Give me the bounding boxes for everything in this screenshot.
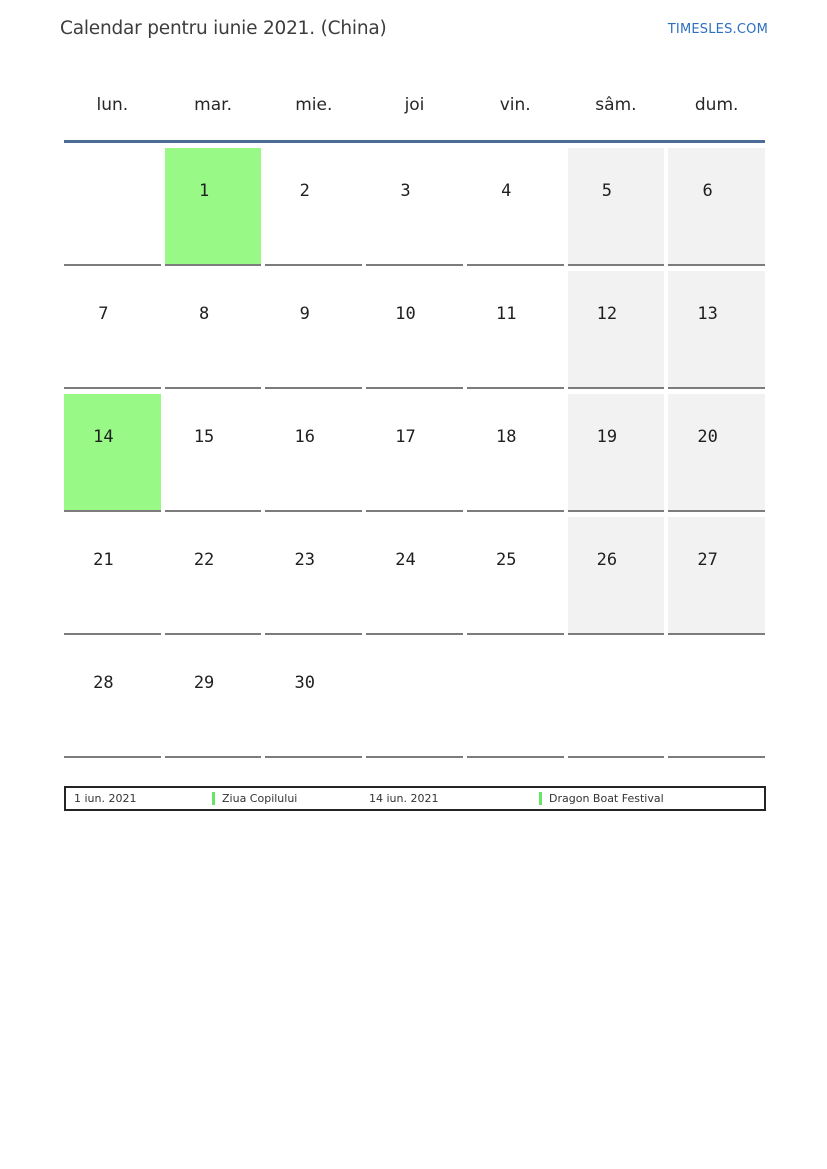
day-cell-11 [467,271,564,389]
holiday-marker-icon [539,792,542,805]
day-header-mar: mar. [194,95,232,115]
day-number: 28 [93,673,114,693]
legend-date: 1 iun. 2021 [74,792,137,805]
top-header [60,18,768,39]
day-cell-1 [165,148,262,266]
day-header-joi: joi [404,95,425,115]
day-number: 30 [294,673,316,693]
day-cell-15 [165,394,262,512]
day-number: 18 [495,427,517,447]
site-link[interactable]: TIMESLES.COM [667,22,768,37]
day-number: 29 [193,673,215,693]
day-cell-17 [366,394,463,512]
holiday-marker-icon [212,792,215,805]
week-row [64,517,765,635]
day-number: 5 [601,181,613,201]
day-cell-21 [64,517,161,635]
week-row [64,148,765,266]
day-number: 12 [596,304,618,324]
page-title: Calendar pentru iunie 2021. (China) [60,18,387,39]
day-header-row [64,88,765,143]
day-number: 1 [198,181,210,201]
day-number: 9 [299,304,310,324]
day-number: 26 [596,550,618,570]
day-number: 8 [198,304,210,324]
day-cell-8 [165,271,262,389]
day-cell-empty [366,640,463,758]
day-cell-10 [366,271,463,389]
day-cell-5 [568,148,665,266]
day-header-dum: dum. [694,95,739,115]
day-cell-20 [668,394,765,512]
day-number: 14 [93,427,114,447]
day-number: 23 [294,550,316,570]
day-cell-25 [467,517,564,635]
day-number: 16 [294,427,316,447]
legend-title: Dragon Boat Festival [549,792,664,805]
calendar [64,88,765,763]
day-number: 27 [697,550,718,570]
day-number: 19 [596,427,618,447]
day-number: 11 [495,304,517,324]
legend [64,786,766,811]
legend-entry [369,792,664,805]
day-cell-30 [265,640,362,758]
legend-date: 14 iun. 2021 [369,792,439,805]
day-cell-28 [64,640,161,758]
day-cell-13 [668,271,765,389]
day-cell-26 [568,517,665,635]
day-number: 22 [193,550,215,570]
day-cell-24 [366,517,463,635]
day-cell-16 [265,394,362,512]
day-cell-empty [64,148,161,266]
day-cell-27 [668,517,765,635]
day-number: 20 [697,427,718,447]
day-header-lun: lun. [96,95,129,115]
day-cell-29 [165,640,262,758]
day-cell-23 [265,517,362,635]
day-number: 10 [395,304,416,324]
day-cell-6 [668,148,765,266]
day-number: 15 [193,427,215,447]
day-number: 17 [395,427,416,447]
day-cell-9 [265,271,362,389]
calendar-grid [64,148,765,758]
week-row [64,394,765,512]
day-header-mie: mie. [295,95,333,115]
day-cell-empty [668,640,765,758]
day-cell-empty [467,640,564,758]
day-cell-12 [568,271,665,389]
day-number: 6 [702,181,713,201]
day-cell-22 [165,517,262,635]
day-number: 2 [299,181,310,201]
week-row [64,640,765,758]
day-cell-14 [64,394,161,512]
day-number: 7 [98,304,109,324]
day-number: 4 [501,181,512,201]
day-cell-empty [568,640,665,758]
legend-title: Ziua Copilului [222,792,298,805]
day-header-sâm: sâm. [595,95,637,115]
day-number: 3 [400,181,411,201]
day-cell-2 [265,148,362,266]
day-cell-18 [467,394,564,512]
legend-entry [74,792,369,805]
day-number: 25 [495,550,517,570]
day-number: 24 [395,550,416,570]
day-header-vin: vin. [499,95,531,115]
day-cell-4 [467,148,564,266]
day-number: 21 [93,550,114,570]
day-number: 13 [697,304,718,324]
day-cell-19 [568,394,665,512]
day-cell-3 [366,148,463,266]
week-row [64,271,765,389]
day-cell-7 [64,271,161,389]
